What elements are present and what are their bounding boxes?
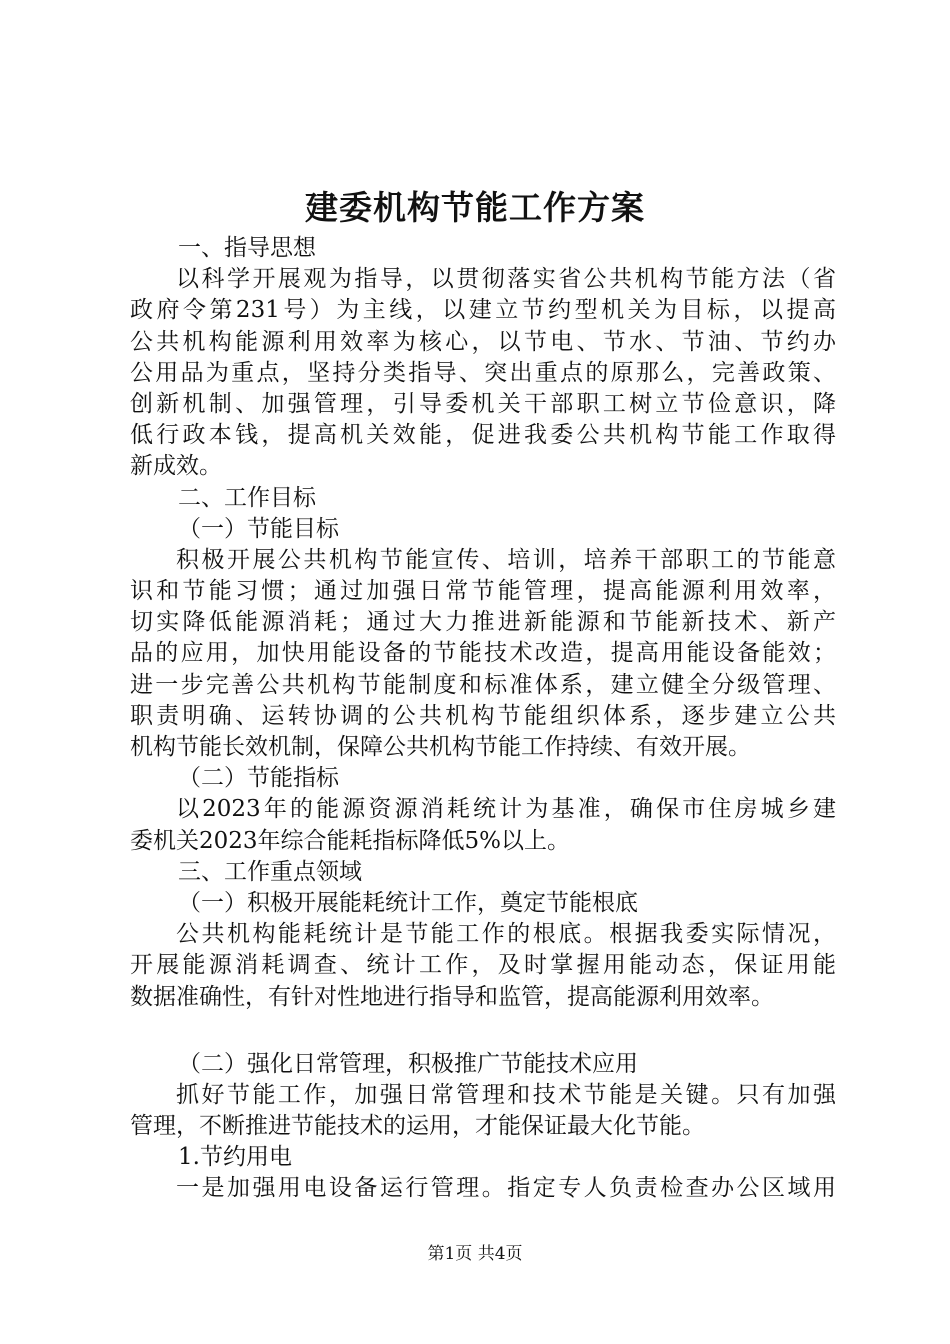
paragraph-line: 创新机制、加强管理，引导委机关干部职工树立节俭意识，降 [130,390,836,417]
document-body [130,233,836,1205]
paragraph-line: 职责明确、运转协调的公共机构节能组织体系，逐步建立公共 [130,702,836,729]
paragraph-line: 进一步完善公共机构节能制度和标准体系，建立健全分级管理、 [130,671,836,698]
paragraph-line: 一是加强用电设备运行管理。指定专人负责检查办公区域用 [176,1175,836,1202]
paragraph-line: 数据准确性，有针对性地进行指导和监管，提高能源利用效率。 [130,983,774,1010]
paragraph-line: 委机关2023年综合能耗指标降低5%以上。 [130,827,571,854]
section-heading: 一、指导思想 [178,235,316,261]
page-footer: 第1页 共4页 [427,1244,523,1264]
subsection-heading: （一）节能目标 [178,515,339,542]
paragraph-line: 新成效。 [130,453,222,480]
paragraph-line: 机构节能长效机制，保障公共机构节能工作持续、有效开展。 [130,734,751,760]
paragraph-line: 公共机构能源利用效率为核心，以节电、节水、节油、节约办 [130,328,836,355]
paragraph-line: 积极开展公共机构节能宣传、培训，培养干部职工的节能意 [176,546,836,573]
paragraph-line: 识和节能习惯；通过加强日常节能管理，提高能源利用效率， [130,578,836,605]
subsection-heading: （二）节能指标 [178,765,339,792]
paragraph-line: 开展能源消耗调查、统计工作，及时掌握用能动态，保证用能 [130,952,836,979]
paragraph-line: 政府令第231号）为主线，以建立节约型机关为目标，以提高 [130,297,836,324]
subsection-heading: （二）强化日常管理，积极推广节能技术应用 [178,1050,638,1077]
paragraph-line: 品的应用，加快用能设备的节能技术改造，提高用能设备能效； [130,640,836,667]
paragraph-line: 抓好节能工作，加强日常管理和技术节能是关键。只有加强 [176,1081,836,1108]
section-heading: 二、工作目标 [178,484,316,511]
subsection-heading: 1.节约用电 [178,1144,292,1171]
paragraph-spacer [130,1013,836,1049]
section-heading: 三、工作重点领域 [178,858,362,885]
paragraph-line: 切实降低能源消耗；通过大力推进新能源和节能新技术、新产 [130,609,836,636]
paragraph-line: 以科学开展观为指导，以贯彻落实省公共机构节能方法（省 [176,266,836,293]
paragraph-line: 公用品为重点，坚持分类指导、突出重点的原那么，完善政策、 [130,359,836,386]
paragraph-line: 低行政本钱，提高机关效能，促进我委公共机构节能工作取得 [130,422,836,449]
subsection-heading: （一）积极开展能耗统计工作，奠定节能根底 [178,889,638,916]
paragraph-line: 管理，不断推进节能技术的运用，才能保证最大化节能。 [130,1113,705,1140]
paragraph-line: 以2023年的能源资源消耗统计为基准，确保市住房城乡建 [176,796,836,823]
paragraph-line: 公共机构能耗统计是节能工作的根底。根据我委实际情况， [176,921,836,948]
document-title: 建委机构节能工作方案 [305,188,645,227]
